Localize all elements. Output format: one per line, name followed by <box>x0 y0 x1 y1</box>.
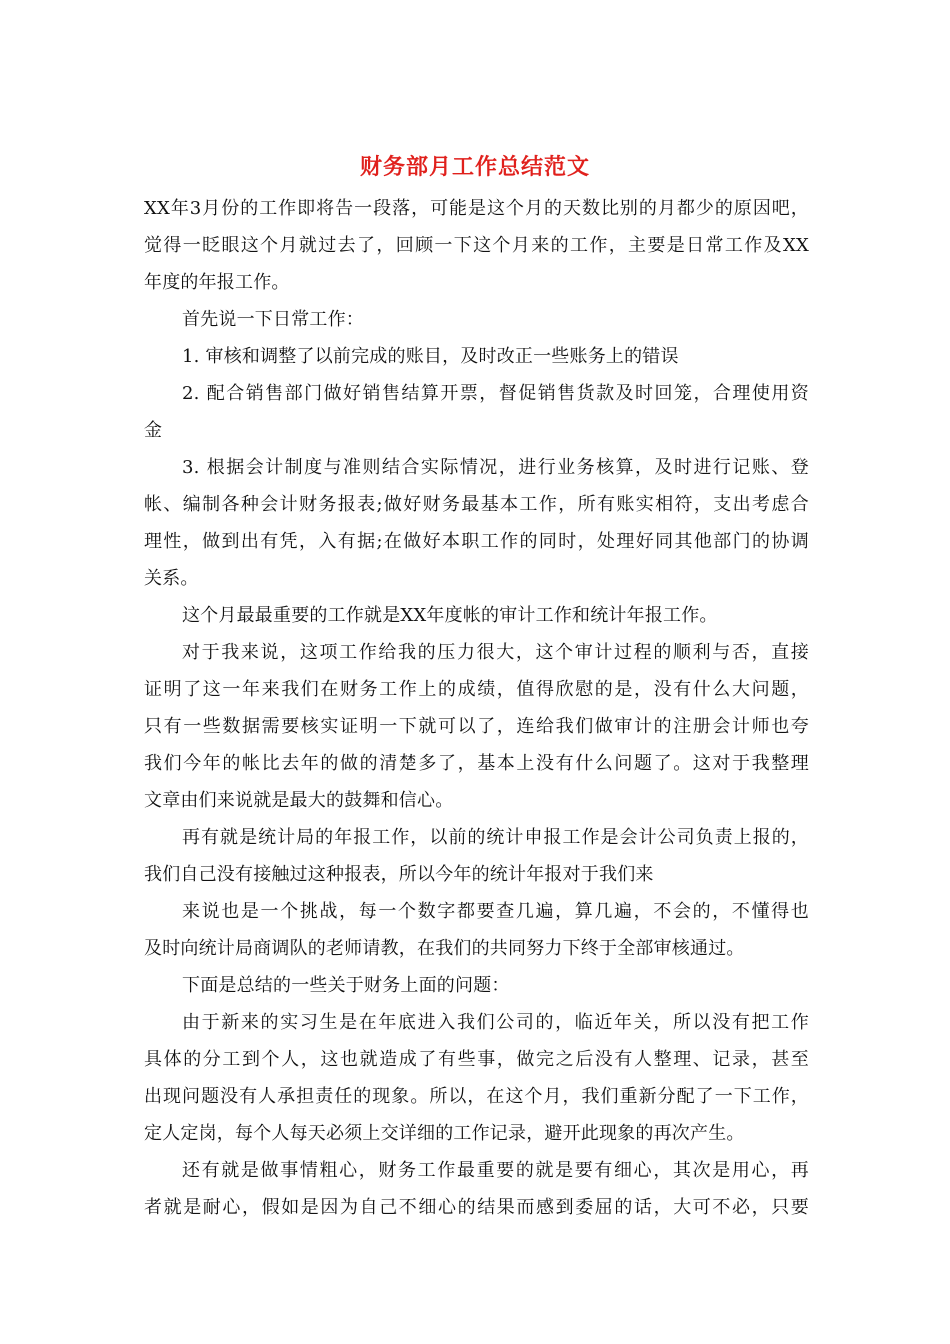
text-line: XX年3月份的工作即将告一段落，可能是这个月的天数比别的月都少的原因吧， <box>144 198 809 219</box>
text-line: 我们自己没有接触过这种报表，所以今年的统计年报对于我们来 <box>144 864 654 885</box>
text-line: 1. 审核和调整了以前完成的账目，及时改正一些账务上的错误 <box>182 346 679 367</box>
text-line: 者就是耐心，假如是因为自己不细心的结果而感到委屈的话，大可不必，只要 <box>144 1197 809 1218</box>
text-line: 这个月最最重要的工作就是XX年度帐的审计工作和统计年报工作。 <box>182 605 718 626</box>
text-line: 证明了这一年来我们在财务工作上的成绩，值得欣慰的是，没有什么大问题， <box>144 679 809 700</box>
document-body <box>144 190 809 1226</box>
text-line: 对于我来说，这项工作给我的压力很大，这个审计过程的顺利与否，直接 <box>182 642 809 663</box>
text-line: 定人定岗，每个人每天必须上交详细的工作记录，避开此现象的再次产生。 <box>144 1123 745 1144</box>
text-line: 理性，做到出有凭，入有据;在做好本职工作的同时，处理好同其他部门的协调 <box>144 531 809 552</box>
document-title: 财务部月工作总结范文 <box>359 154 590 180</box>
text-line: 3. 根据会计制度与准则结合实际情况，进行业务核算，及时进行记账、登 <box>182 457 809 478</box>
text-line: 帐、编制各种会计财务报表;做好财务最基本工作，所有账实相符，支出考虑合 <box>144 494 809 515</box>
text-line: 来说也是一个挑战，每一个数字都要查几遍，算几遍，不会的，不懂得也 <box>182 901 809 922</box>
text-line: 具体的分工到个人，这也就造成了有些事，做完之后没有人整理、记录，甚至 <box>144 1049 809 1070</box>
text-line: 及时向统计局商调队的老师请教，在我们的共同努力下终于全部审核通过。 <box>144 938 745 959</box>
text-line: 出现问题没有人承担责任的现象。所以，在这个月，我们重新分配了一下工作， <box>144 1086 809 1107</box>
text-line: 再有就是统计局的年报工作，以前的统计申报工作是会计公司负责上报的， <box>182 827 809 848</box>
text-line: 由于新来的实习生是在年底进入我们公司的，临近年关，所以没有把工作 <box>182 1012 809 1033</box>
text-line: 还有就是做事情粗心，财务工作最重要的就是要有细心，其次是用心，再 <box>182 1160 809 1181</box>
text-line: 关系。 <box>144 568 199 589</box>
text-line: 首先说一下日常工作： <box>182 309 364 330</box>
text-line: 年度的年报工作。 <box>144 272 290 293</box>
text-line: 文章由们来说就是最大的鼓舞和信心。 <box>144 790 454 811</box>
text-line: 只有一些数据需要核实证明一下就可以了，连给我们做审计的注册会计师也夸 <box>144 716 809 737</box>
text-line: 2. 配合销售部门做好销售结算开票，督促销售货款及时回笼，合理使用资 <box>182 383 809 404</box>
text-line: 我们今年的帐比去年的做的清楚多了，基本上没有什么问题了。这对于我整理 <box>144 753 809 774</box>
text-line: 金 <box>144 420 163 441</box>
text-line: 觉得一眨眼这个月就过去了，回顾一下这个月来的工作，主要是日常工作及XX <box>144 235 809 256</box>
text-line: 下面是总结的一些关于财务上面的问题： <box>182 975 510 996</box>
